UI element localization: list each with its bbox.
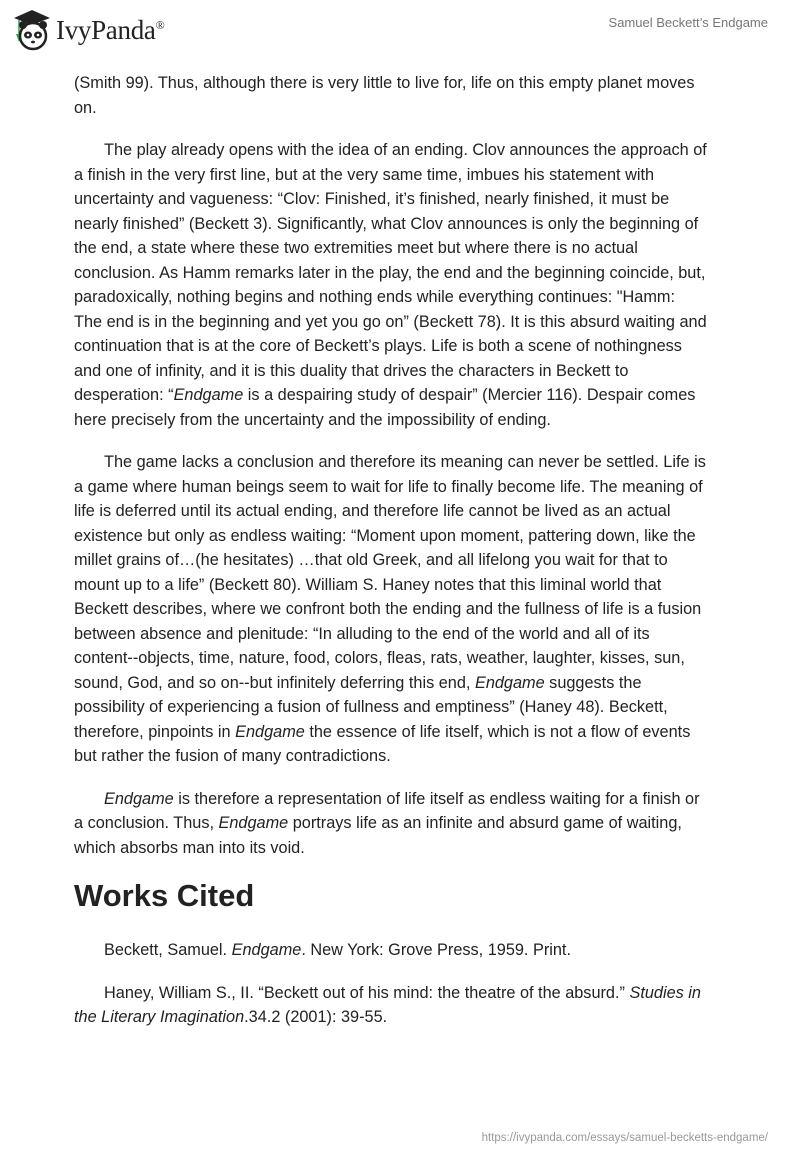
essay-paragraph (74, 71, 734, 120)
essay-content (74, 71, 734, 1048)
text-segment: between absence and plenitude: “In alluding to the end of the world and all of its (74, 624, 650, 643)
text-segment: sound, God, and so on--but infinitely deferring this end, (74, 673, 475, 692)
text-segment: nearly finished” (Beckett 3). Significantly, what Clov announces is only the beginning of (74, 214, 699, 233)
text-line (74, 212, 734, 237)
text-segment: millet grains of…(he hesitates) …that old Greek, and all lifelong you wait for that to (74, 551, 668, 569)
text-line (74, 573, 734, 598)
footer-url[interactable]: https://ivypanda.com/essays/samuel-becketts-endgame/ (481, 1132, 768, 1144)
text-line (74, 261, 734, 286)
text-segment: The end is in the beginning and yet you go on” (Beckett 78). It is this absurd waiting and (74, 312, 707, 331)
text-line (74, 720, 734, 745)
text-line (74, 475, 734, 500)
text-line (74, 138, 734, 163)
text-line (74, 622, 734, 647)
text-line (74, 310, 734, 335)
text-line (74, 695, 734, 720)
text-line (74, 671, 734, 696)
text-segment: continuation that is at the core of Beckett’s plays. Life is both a scene of nothingness (74, 337, 682, 355)
essay-paragraph (74, 138, 734, 432)
registered-mark: ® (155, 17, 165, 32)
text-segment: mount up to a life” (Beckett 80). William S. Haney notes that this liminal world that (74, 575, 662, 594)
text-line (74, 938, 734, 963)
text-segment: The play already opens with the idea of an ending. Clov announces the approach of (104, 141, 707, 159)
italic-title: Endgame (104, 789, 174, 808)
text-segment: .34.2 (2001): 39-55. (244, 1008, 388, 1026)
citation-entry (74, 981, 734, 1030)
text-line (74, 981, 734, 1006)
text-segment: existence but only as endless waiting: “Moment upon moment, pattering down, like the (74, 526, 696, 545)
text-line (74, 285, 734, 310)
text-segment: and one of infinity, and it is this duality that drives the characters in Beckett to (74, 361, 629, 380)
text-segment: content--objects, time, nature, food, colors, fleas, rats, weather, laughter, kisses, sun, (74, 649, 685, 667)
text-segment: which absorbs man into its void. (74, 838, 305, 857)
text-line (74, 1005, 734, 1030)
text-line (74, 646, 734, 671)
text-segment: a finish in the very first line, but at the very same time, imbues his statement with (74, 165, 655, 184)
text-line (74, 96, 734, 121)
text-segment: but rather the fusion of many contradictions. (74, 747, 391, 765)
text-line (74, 450, 734, 475)
text-segment: the end, a state where these two extremities meet but where there is no actual (74, 239, 638, 257)
text-line (74, 334, 734, 359)
italic-title: Endgame (231, 941, 302, 959)
text-line (74, 787, 734, 812)
text-segment: suggests the (544, 673, 642, 692)
italic-title: Endgame (474, 673, 545, 692)
text-segment: the essence of life itself, which is not a flow of events (304, 722, 691, 741)
text-line (74, 836, 734, 861)
italic-title: Studies in (629, 983, 701, 1002)
text-line (74, 408, 734, 433)
text-segment: on. (74, 98, 97, 117)
text-segment: therefore, pinpoints in (74, 722, 236, 741)
text-line (74, 383, 734, 408)
logo-text (56, 15, 164, 46)
text-segment: Beckett describes, where we confront both the ending and the fullness of life is a fusion (74, 600, 702, 618)
text-segment: here precisely from the uncertainty and the impossibility of ending. (74, 410, 551, 429)
text-segment: life is deferred until its actual ending, and therefore life cannot be lived as an actual (74, 502, 671, 520)
text-segment: conclusion. As Hamm remarks later in the play, the end and the beginning coincide, but, (74, 263, 706, 282)
text-line (74, 744, 734, 769)
text-line (74, 71, 734, 96)
text-segment: (Smith 99). Thus, although there is very little to live for, life on this empty planet moves (74, 74, 695, 92)
document-title: Samuel Beckett’s Endgame (608, 15, 768, 30)
text-segment: uncertainty and vagueness: “Clov: Finished, it’s finished, nearly finished, it must be (74, 190, 670, 208)
text-segment: desperation: “ (74, 386, 174, 404)
text-line (74, 597, 734, 622)
italic-title: Endgame (218, 814, 289, 832)
text-segment: a game where human beings seem to wait for life to finally become life. The meaning of (74, 477, 703, 496)
ivypanda-logo[interactable] (12, 8, 164, 52)
essay-body (74, 71, 734, 860)
text-line (74, 359, 734, 384)
text-line (74, 548, 734, 573)
essay-paragraph (74, 450, 734, 769)
text-segment: is therefore a representation of life itself as endless waiting for a finish or (173, 789, 700, 808)
text-segment: possibility of experiencing a fusion of fullness and emptiness” (Haney 48). Beckett, (74, 698, 668, 716)
text-segment: paradoxically, nothing begins and nothing ends while everything continues: "Hamm: (74, 288, 676, 306)
text-line (74, 524, 734, 549)
text-segment: is a despairing study of despair” (Mercier 116). Despair comes (243, 386, 696, 404)
panda-graduate-icon (12, 8, 52, 52)
text-line (74, 236, 734, 261)
logo-wordmark: IvyPanda (56, 14, 156, 45)
text-segment: Haney, William S., II. “Beckett out of his mind: the theatre of the absurd.” (104, 983, 630, 1002)
text-line (74, 187, 734, 212)
works-cited-heading: Works Cited (74, 878, 255, 913)
text-line (74, 163, 734, 188)
works-cited-list (74, 938, 734, 1030)
page-header (0, 0, 800, 60)
citation-entry (74, 938, 734, 963)
text-segment: portrays life as an infinite and absurd game of waiting, (288, 814, 682, 832)
essay-paragraph (74, 787, 734, 861)
text-line (74, 499, 734, 524)
text-segment: Beckett, Samuel. (104, 941, 232, 959)
italic-title: the Literary Imagination (74, 1008, 245, 1026)
italic-title: Endgame (235, 722, 305, 741)
text-segment: a conclusion. Thus, (74, 814, 219, 832)
text-segment: The game lacks a conclusion and therefore its meaning can never be settled. Life is (104, 453, 706, 471)
italic-title: Endgame (173, 386, 244, 404)
text-line (74, 811, 734, 836)
text-segment: . New York: Grove Press, 1959. Print. (301, 941, 571, 959)
